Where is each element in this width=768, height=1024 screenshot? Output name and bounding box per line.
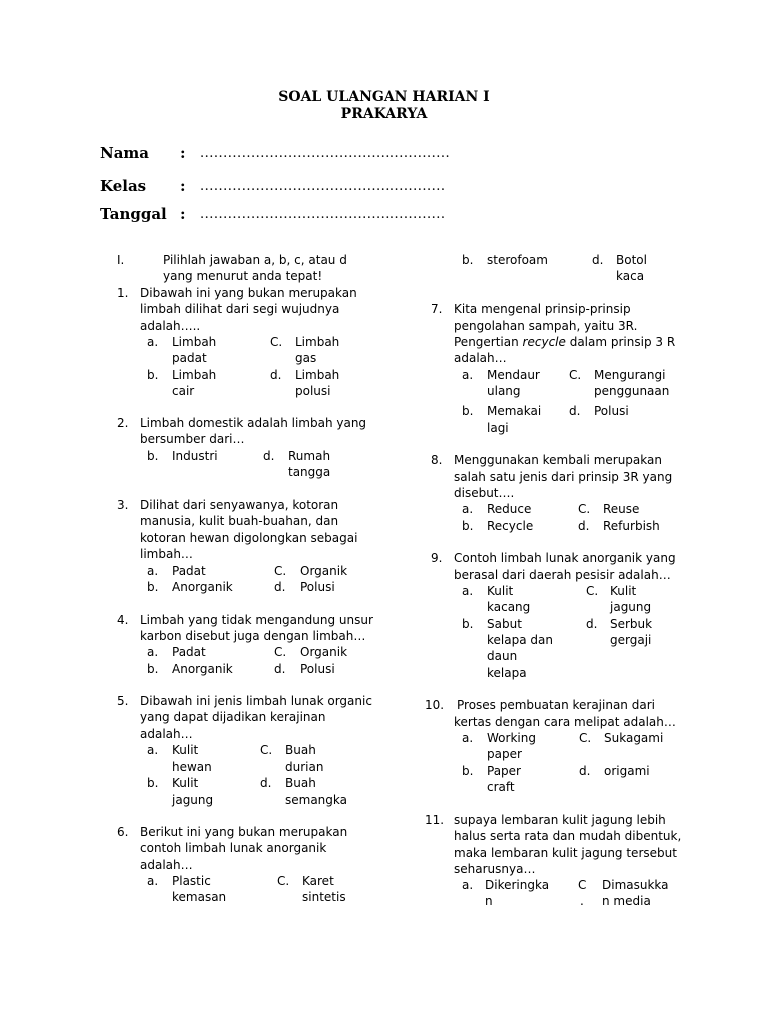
- q1-text-3: adalah…..: [140, 319, 201, 333]
- q8-option-b[interactable]: Recycle: [487, 519, 534, 533]
- q2-text-2: bersumber dari…: [140, 432, 245, 446]
- q4-option-b[interactable]: Anorganik: [172, 662, 233, 676]
- q2-option-d[interactable]: Rumah: [288, 449, 331, 463]
- q6-option-c-2[interactable]: sintetis: [302, 890, 346, 904]
- q6-option-d[interactable]: Botol: [616, 253, 647, 267]
- q5-option-b-letter[interactable]: b.: [147, 776, 159, 790]
- q10-option-b-2[interactable]: craft: [487, 780, 515, 794]
- q5-text-2: yang dapat dijadikan kerajinan: [140, 710, 326, 724]
- q11-option-a-letter[interactable]: a.: [462, 878, 474, 892]
- q9-option-a-2[interactable]: kacang: [487, 600, 531, 614]
- q10-option-a-2[interactable]: paper: [487, 747, 522, 761]
- q1-option-b-letter[interactable]: b.: [147, 368, 159, 382]
- q6-text-2: contoh limbah lunak anorganik: [140, 841, 327, 855]
- q6-option-c[interactable]: Karet: [302, 874, 334, 888]
- q7-text-3c: dalam prinsip 3 R: [565, 335, 676, 349]
- q7-text-3: [454, 334, 675, 351]
- q11-text-2: halus serta rata dan mudah dibentuk,: [454, 829, 682, 843]
- q3-option-d-letter[interactable]: d.: [274, 580, 286, 594]
- kelas-colon: :: [180, 177, 186, 195]
- q10-option-c-letter[interactable]: C.: [579, 731, 592, 745]
- q1-option-c[interactable]: Limbah: [295, 335, 340, 349]
- q8-text-3: disebut….: [454, 486, 515, 500]
- q4-option-d-letter[interactable]: d.: [274, 662, 286, 676]
- q11-text-1: supaya lembaran kulit jagung lebih: [454, 813, 666, 827]
- q1-option-a[interactable]: Limbah: [172, 335, 217, 349]
- q9-option-a-letter[interactable]: a.: [462, 584, 474, 598]
- q7-number: 7.: [431, 302, 443, 316]
- q7-option-b-2[interactable]: lagi: [487, 421, 509, 435]
- kelas-field[interactable]: .....................................................: [200, 179, 446, 194]
- q11-option-c[interactable]: Dimasukka: [602, 878, 669, 892]
- q5-option-d-letter[interactable]: d.: [260, 776, 272, 790]
- q8-option-a-letter[interactable]: a.: [462, 502, 474, 516]
- q10-option-b[interactable]: Paper: [487, 764, 521, 778]
- tanggal-label: Tanggal: [100, 205, 167, 223]
- q3-text-3: kotoran hewan digolongkan sebagai: [140, 531, 358, 545]
- q6-text-3: adalah…: [140, 858, 193, 872]
- q2-option-b-letter[interactable]: b.: [147, 449, 159, 463]
- q4-option-a[interactable]: Padat: [172, 645, 206, 659]
- q6-option-c-letter[interactable]: C.: [277, 874, 290, 888]
- q9-text-1: Contoh limbah lunak anorganik yang: [454, 551, 676, 565]
- q1-option-d[interactable]: Limbah: [295, 368, 340, 382]
- q7-option-b-letter[interactable]: b.: [462, 404, 474, 418]
- q11-option-c-2[interactable]: n media: [602, 894, 651, 908]
- q9-text-2: berasal dari daerah pesisir adalah…: [454, 568, 671, 582]
- nama-field[interactable]: ......................................................: [200, 146, 451, 161]
- q8-option-d[interactable]: Refurbish: [603, 519, 660, 533]
- q2-number: 2.: [117, 416, 129, 430]
- nama-label: Nama: [100, 144, 150, 162]
- q3-option-d[interactable]: Polusi: [300, 580, 335, 594]
- q9-option-b-2[interactable]: kelapa dan: [487, 633, 553, 647]
- q5-option-a[interactable]: Kulit: [172, 743, 199, 757]
- subject-title: PRAKARYA: [340, 106, 428, 122]
- q8-number: 8.: [431, 453, 443, 467]
- q7-option-c-2[interactable]: penggunaan: [594, 384, 670, 398]
- q6-option-a-2[interactable]: kemasan: [172, 890, 227, 904]
- q9-option-a[interactable]: Kulit: [487, 584, 514, 598]
- q7-option-c-letter[interactable]: C.: [569, 368, 582, 382]
- q5-option-c-2[interactable]: durian: [285, 760, 324, 774]
- q7-option-c[interactable]: Mengurangi: [594, 368, 666, 382]
- q9-option-b-3[interactable]: daun: [487, 649, 518, 663]
- q9-option-b-4[interactable]: kelapa: [487, 666, 527, 680]
- q4-option-c-letter[interactable]: C.: [274, 645, 287, 659]
- q5-option-b[interactable]: Kulit: [172, 776, 199, 790]
- q7-text-1: Kita mengenal prinsip-prinsip: [454, 302, 631, 316]
- q9-option-b-letter[interactable]: b.: [462, 617, 474, 631]
- q5-option-a-2[interactable]: hewan: [172, 760, 212, 774]
- q4-option-b-letter[interactable]: b.: [147, 662, 159, 676]
- q4-option-c[interactable]: Organik: [300, 645, 348, 659]
- q1-option-d-letter[interactable]: d.: [270, 368, 282, 382]
- q10-text-1: Proses pembuatan kerajinan dari: [457, 698, 655, 712]
- tanggal-field[interactable]: .....................................................: [200, 207, 446, 222]
- q4-option-a-letter[interactable]: a.: [147, 645, 159, 659]
- q4-number: 4.: [117, 613, 129, 627]
- q1-number: 1.: [117, 286, 129, 300]
- q3-number: 3.: [117, 498, 129, 512]
- section-numeral: I.: [117, 253, 125, 267]
- q2-option-b[interactable]: Industri: [172, 449, 218, 463]
- q11-option-c-letter-dot[interactable]: .: [580, 894, 584, 908]
- q7-option-a[interactable]: Mendaur: [487, 368, 540, 382]
- q9-option-d[interactable]: Serbuk: [610, 617, 653, 631]
- q7-option-a-2[interactable]: ulang: [487, 384, 521, 398]
- q10-option-a-letter[interactable]: a.: [462, 731, 474, 745]
- q11-text-4: seharusnya…: [454, 862, 536, 876]
- q3-option-a-letter[interactable]: a.: [147, 564, 159, 578]
- q7-option-a-letter[interactable]: a.: [462, 368, 474, 382]
- q4-text-2: karbon disebut juga dengan limbah…: [140, 629, 366, 643]
- q3-option-c-letter[interactable]: C.: [274, 564, 287, 578]
- q8-text-1: Menggunakan kembali merupakan: [454, 453, 662, 467]
- q9-option-c[interactable]: Kulit: [610, 584, 637, 598]
- q6-option-d-2[interactable]: kaca: [616, 269, 645, 283]
- q3-text-1: Dilihat dari senyawanya, kotoran: [140, 498, 339, 512]
- q1-text-1: Dibawah ini yang bukan merupakan: [140, 286, 357, 300]
- q10-number: 10.: [425, 698, 445, 712]
- q5-text-3: adalah…: [140, 727, 193, 741]
- q10-option-b-letter[interactable]: b.: [462, 764, 474, 778]
- q5-text-1: Dibawah ini jenis limbah lunak organic: [140, 694, 372, 708]
- q5-option-d[interactable]: Buah: [285, 776, 316, 790]
- q10-option-a[interactable]: Working: [487, 731, 536, 745]
- q2-option-d-2[interactable]: tangga: [288, 465, 331, 479]
- instruction-line-1: Pilihlah jawaban a, b, c, atau d: [163, 253, 347, 267]
- q3-option-b[interactable]: Anorganik: [172, 580, 233, 594]
- q11-option-a-2[interactable]: n: [485, 894, 493, 908]
- instruction-line-2: yang menurut anda tepat!: [163, 269, 323, 283]
- q3-option-a[interactable]: Padat: [172, 564, 206, 578]
- q7-text-4: adalah…: [454, 351, 507, 365]
- q6-number: 6.: [117, 825, 129, 839]
- q8-option-c[interactable]: Reuse: [603, 502, 640, 516]
- q1-option-c-2[interactable]: gas: [295, 351, 317, 365]
- q10-option-d[interactable]: origami: [604, 764, 650, 778]
- q11-text-3: maka lembaran kulit jagung tersebut: [454, 846, 677, 860]
- q10-text-2: kertas dengan cara melipat adalah…: [454, 715, 676, 729]
- q2-option-d-letter[interactable]: d.: [263, 449, 275, 463]
- q10-option-d-letter[interactable]: d.: [579, 764, 591, 778]
- q7-text-3a: Pengertian: [454, 335, 523, 349]
- q9-option-d-2[interactable]: gergaji: [610, 633, 652, 647]
- q1-option-a-2[interactable]: padat: [172, 351, 207, 365]
- q7-option-b[interactable]: Memakai: [487, 404, 542, 418]
- kelas-label: Kelas: [100, 177, 147, 195]
- q1-option-a-letter[interactable]: a.: [147, 335, 159, 349]
- q4-option-d[interactable]: Polusi: [300, 662, 335, 676]
- q3-option-c[interactable]: Organik: [300, 564, 348, 578]
- q5-option-c-letter[interactable]: C.: [260, 743, 273, 757]
- q6-text-1: Berikut ini yang bukan merupakan: [140, 825, 348, 839]
- q10-option-c[interactable]: Sukagami: [604, 731, 664, 745]
- q9-option-c-2[interactable]: jagung: [610, 600, 652, 614]
- q11-number: 11.: [425, 813, 445, 827]
- tanggal-colon: :: [180, 205, 186, 223]
- q9-option-d-letter[interactable]: d.: [586, 617, 598, 631]
- q8-option-b-letter[interactable]: b.: [462, 519, 474, 533]
- q6-option-a-letter[interactable]: a.: [147, 874, 159, 888]
- q1-text-2: limbah dilihat dari segi wujudnya: [140, 302, 340, 316]
- q7-option-d-letter[interactable]: d.: [569, 404, 581, 418]
- q8-option-a[interactable]: Reduce: [487, 502, 532, 516]
- q2-text-1: Limbah domestik adalah limbah yang: [140, 416, 367, 430]
- q3-text-4: limbah…: [140, 547, 193, 561]
- q5-option-a-letter[interactable]: a.: [147, 743, 159, 757]
- q8-option-d-letter[interactable]: d.: [578, 519, 590, 533]
- q1-option-b[interactable]: Limbah: [172, 368, 217, 382]
- q7-recycle-term: recycle: [522, 335, 566, 349]
- q4-text-1: Limbah yang tidak mengandung unsur: [140, 613, 373, 627]
- q5-number: 5.: [117, 694, 129, 708]
- page-title: SOAL ULANGAN HARIAN I: [278, 89, 490, 105]
- q6-option-b[interactable]: sterofoam: [487, 253, 548, 267]
- nama-colon: :: [180, 144, 186, 162]
- q8-option-c-letter[interactable]: C.: [578, 502, 591, 516]
- q3-option-b-letter[interactable]: b.: [147, 580, 159, 594]
- q9-option-c-letter[interactable]: C.: [586, 584, 599, 598]
- q6-option-a[interactable]: Plastic: [172, 874, 211, 888]
- q7-text-2: pengolahan sampah, yaitu 3R.: [454, 319, 638, 333]
- q5-option-d-2[interactable]: semangka: [285, 793, 347, 807]
- q11-option-c-letter[interactable]: C: [578, 878, 587, 892]
- q9-number: 9.: [431, 551, 443, 565]
- q6-option-b-letter[interactable]: b.: [462, 253, 474, 267]
- q6-option-d-letter[interactable]: d.: [592, 253, 604, 267]
- q1-option-d-2[interactable]: polusi: [295, 384, 331, 398]
- q5-option-b-2[interactable]: jagung: [172, 793, 214, 807]
- q11-option-a[interactable]: Dikeringka: [485, 878, 550, 892]
- q1-option-b-2[interactable]: cair: [172, 384, 195, 398]
- q3-text-2: manusia, kulit buah-buahan, dan: [140, 514, 339, 528]
- q9-option-b[interactable]: Sabut: [487, 617, 522, 631]
- q8-text-2: salah satu jenis dari prinsip 3R yang: [454, 470, 673, 484]
- q7-option-d[interactable]: Polusi: [594, 404, 629, 418]
- q5-option-c[interactable]: Buah: [285, 743, 316, 757]
- q1-option-c-letter[interactable]: C.: [270, 335, 283, 349]
